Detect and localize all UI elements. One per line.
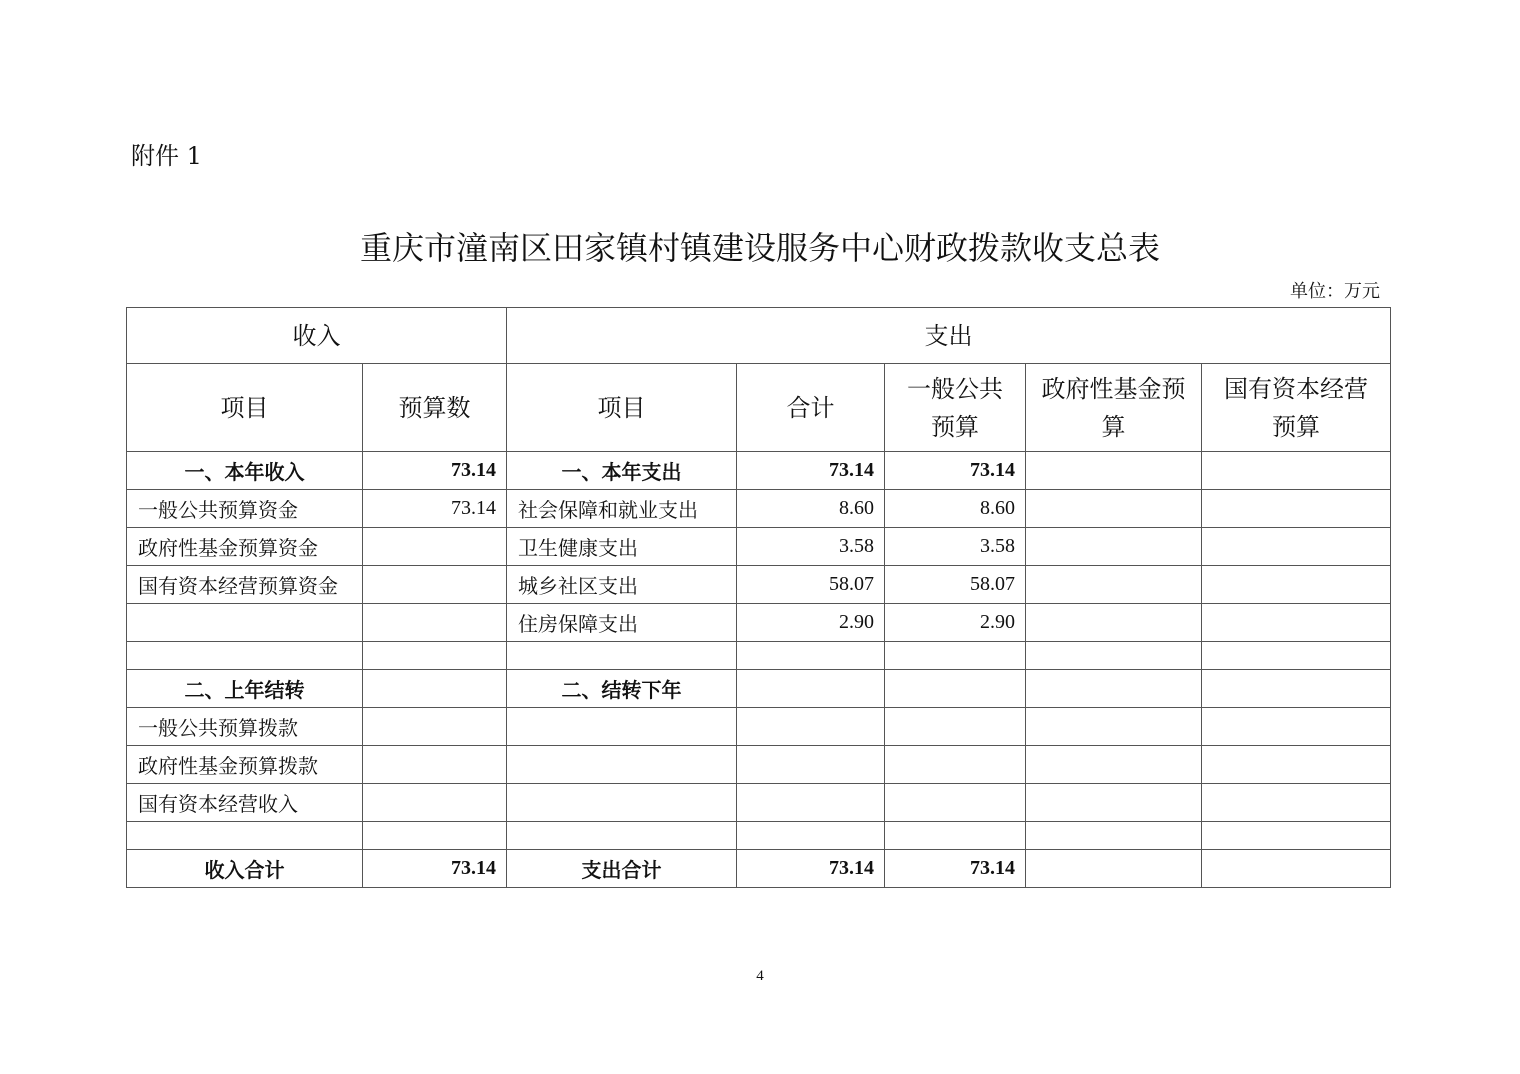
table-cell-total [737, 784, 885, 822]
table-cell-expense-item: 二、结转下年 [507, 670, 737, 708]
table-row [127, 452, 1391, 490]
table-cell-total: 8.60 [737, 490, 885, 528]
table-row [127, 708, 1391, 746]
column-header-row [127, 364, 1391, 452]
col-header-general-public-label: 一般公共预算 [907, 374, 1003, 441]
table-cell-state-capital [1202, 452, 1391, 490]
table-cell-general-public: 2.90 [885, 604, 1026, 642]
table-cell-income-item: 政府性基金预算资金 [127, 528, 363, 566]
table-cell-total: 73.14 [737, 452, 885, 490]
table-cell-expense-item: 卫生健康支出 [507, 528, 737, 566]
table-cell-total [737, 822, 885, 850]
table-cell-total [737, 642, 885, 670]
table-cell-general-public: 8.60 [885, 490, 1026, 528]
table-cell-income-amount: 73.14 [363, 490, 507, 528]
table-cell-general-public [885, 822, 1026, 850]
table-cell-total [737, 746, 885, 784]
table-cell-state-capital [1202, 490, 1391, 528]
col-header-expense-item: 项目 [507, 364, 737, 452]
table-cell-income-item: 政府性基金预算拨款 [127, 746, 363, 784]
table-cell-income-amount: 73.14 [363, 452, 507, 490]
table-cell-gov-fund [1026, 490, 1202, 528]
table-row [127, 670, 1391, 708]
table-cell-income-item: 收入合计 [127, 850, 363, 888]
table-cell-income-item: 国有资本经营收入 [127, 784, 363, 822]
col-header-total: 合计 [737, 364, 885, 452]
table-row [127, 566, 1391, 604]
table-cell-state-capital [1202, 566, 1391, 604]
table-cell-income-amount [363, 708, 507, 746]
table-cell-income-amount [363, 784, 507, 822]
table-cell-income-amount [363, 566, 507, 604]
table-cell-general-public: 73.14 [885, 452, 1026, 490]
table-cell-gov-fund [1026, 604, 1202, 642]
table-cell-expense-item: 城乡社区支出 [507, 566, 737, 604]
table-cell-expense-item: 住房保障支出 [507, 604, 737, 642]
table-cell-total: 2.90 [737, 604, 885, 642]
table-row [127, 746, 1391, 784]
table-cell-state-capital [1202, 528, 1391, 566]
table-cell-state-capital [1202, 746, 1391, 784]
table-cell-income-item: 二、上年结转 [127, 670, 363, 708]
table-cell-income-item: 一般公共预算资金 [127, 490, 363, 528]
table-cell-general-public [885, 784, 1026, 822]
table-cell-gov-fund [1026, 642, 1202, 670]
table-cell-income-item [127, 604, 363, 642]
col-header-gov-fund-label: 政府性基金预算 [1041, 374, 1186, 441]
table-cell-gov-fund [1026, 822, 1202, 850]
income-group-header: 收入 [127, 308, 507, 364]
group-header-row [127, 308, 1391, 364]
table-cell-income-amount [363, 642, 507, 670]
table-cell-state-capital [1202, 822, 1391, 850]
page-title: 重庆市潼南区田家镇村镇建设服务中心财政拨款收支总表 [359, 229, 1160, 267]
table-cell-gov-fund [1026, 708, 1202, 746]
table-cell-gov-fund [1026, 452, 1202, 490]
table-cell-expense-item [507, 822, 737, 850]
table-cell-state-capital [1202, 708, 1391, 746]
attachment-label: 附件 1 [131, 142, 202, 170]
table-cell-income-item [127, 642, 363, 670]
table-cell-gov-fund [1026, 784, 1202, 822]
table-cell-general-public [885, 642, 1026, 670]
table-cell-gov-fund [1026, 670, 1202, 708]
table-cell-expense-item [507, 784, 737, 822]
table-cell-total: 58.07 [737, 566, 885, 604]
table-cell-gov-fund [1026, 528, 1202, 566]
table-cell-income-amount: 73.14 [363, 850, 507, 888]
table-cell-income-item [127, 822, 363, 850]
table-row [127, 528, 1391, 566]
table-cell-income-amount [363, 746, 507, 784]
table-cell-general-public [885, 746, 1026, 784]
table-cell-general-public [885, 708, 1026, 746]
table-cell-total: 3.58 [737, 528, 885, 566]
table-cell-total: 73.14 [737, 850, 885, 888]
table-cell-income-amount [363, 528, 507, 566]
table-cell-total [737, 708, 885, 746]
budget-summary-table [126, 307, 1391, 888]
table-cell-gov-fund [1026, 566, 1202, 604]
table-cell-state-capital [1202, 604, 1391, 642]
table-row [127, 604, 1391, 642]
table-cell-income-amount [363, 670, 507, 708]
table-row-total [127, 850, 1391, 888]
table-cell-income-amount [363, 604, 507, 642]
table-cell-gov-fund [1026, 850, 1202, 888]
table-row [127, 784, 1391, 822]
table-cell-state-capital [1202, 784, 1391, 822]
col-header-state-capital [1202, 364, 1391, 452]
table-cell-gov-fund [1026, 746, 1202, 784]
table-cell-general-public: 58.07 [885, 566, 1026, 604]
table-row-empty [127, 822, 1391, 850]
table-cell-income-item: 一般公共预算拨款 [127, 708, 363, 746]
col-header-state-capital-label: 国有资本经营预算 [1224, 374, 1368, 441]
table-cell-income-item: 一、本年收入 [127, 452, 363, 490]
table-cell-expense-item [507, 708, 737, 746]
table-cell-state-capital [1202, 642, 1391, 670]
table-cell-expense-item: 一、本年支出 [507, 452, 737, 490]
col-header-income-item: 项目 [127, 364, 363, 452]
table-cell-income-amount [363, 822, 507, 850]
table-cell-general-public: 3.58 [885, 528, 1026, 566]
table-cell-general-public: 73.14 [885, 850, 1026, 888]
page-number: 4 [756, 968, 764, 984]
unit-label: 单位：万元 [1290, 281, 1380, 302]
table-cell-expense-item [507, 642, 737, 670]
table-cell-total [737, 670, 885, 708]
table-cell-general-public [885, 670, 1026, 708]
table-row [127, 490, 1391, 528]
table-cell-income-item: 国有资本经营预算资金 [127, 566, 363, 604]
table-cell-expense-item: 支出合计 [507, 850, 737, 888]
col-header-gov-fund [1026, 364, 1202, 452]
table-cell-state-capital [1202, 850, 1391, 888]
col-header-income-amount: 预算数 [363, 364, 507, 452]
table-cell-expense-item: 社会保障和就业支出 [507, 490, 737, 528]
table-cell-expense-item [507, 746, 737, 784]
expense-group-header: 支出 [507, 308, 1391, 364]
col-header-general-public [885, 364, 1026, 452]
table-row-empty [127, 642, 1391, 670]
table-cell-state-capital [1202, 670, 1391, 708]
